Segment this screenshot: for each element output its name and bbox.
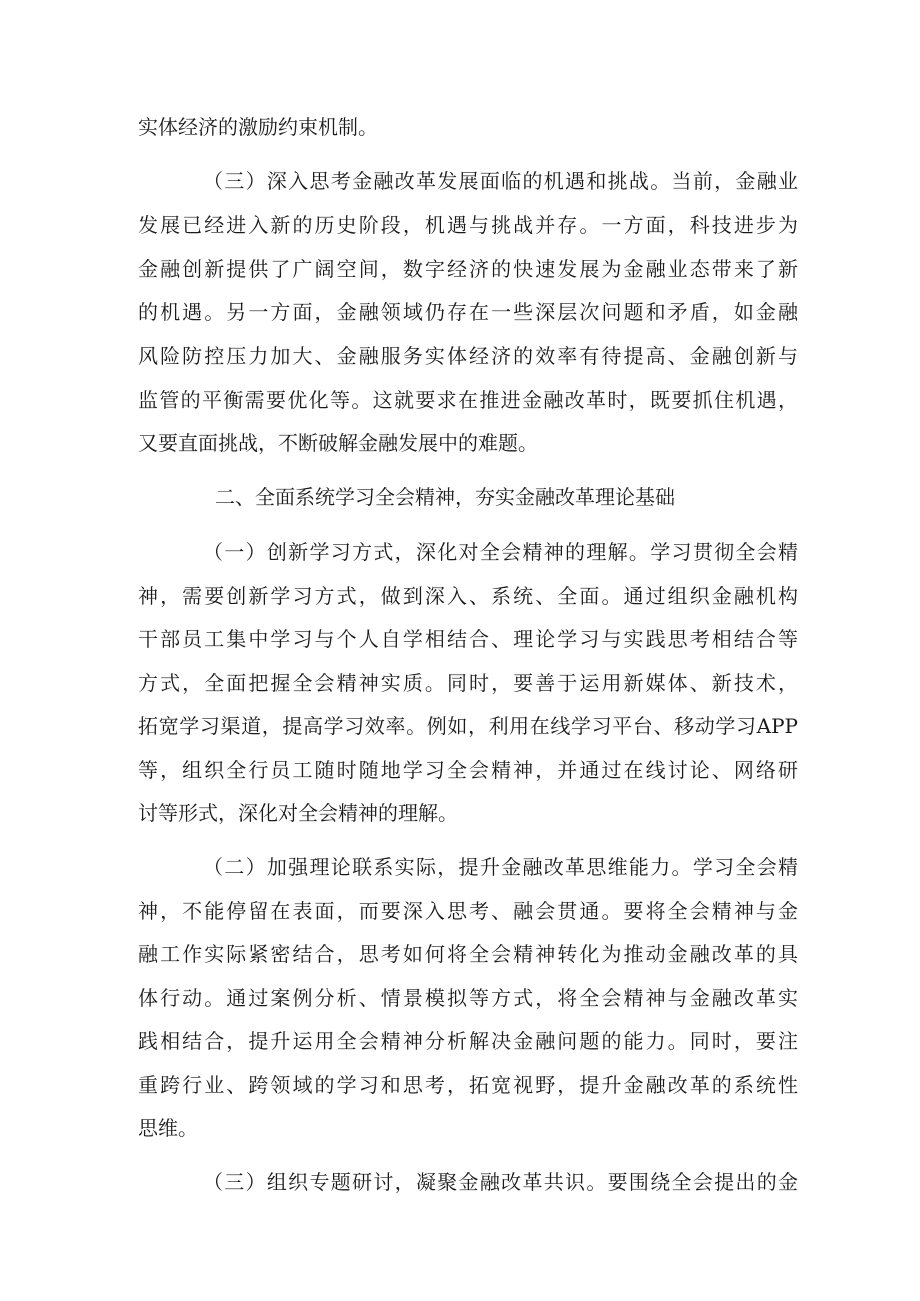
text-line: 讨等形式，深化对全会精神的理解。 bbox=[138, 801, 458, 825]
text-line: 监管的平衡需要优化等。这就要求在推进金融改革时，既要抓住机遇， bbox=[138, 388, 798, 412]
text-line: 体行动。通过案例分析、情景模拟等方式，将全会精神与金融改革实 bbox=[138, 986, 798, 1010]
section-heading: 二、全面系统学习全会精神，夯实金融改革理论基础 bbox=[215, 485, 675, 509]
text-line: 方式，全面把握全会精神实质。同时，要善于运用新媒体、新技术， bbox=[138, 671, 798, 695]
text-line: 神，不能停留在表面，而要深入思考、融会贯通。要将全会精神与金 bbox=[138, 899, 798, 923]
text-line: （一）创新学习方式，深化对全会精神的理解。学习贯彻全会精 bbox=[203, 540, 798, 564]
text-line: 融工作实际紧密结合，思考如何将全会精神转化为推动金融改革的具 bbox=[138, 942, 798, 966]
text-line: 重跨行业、跨领域的学习和思考，拓宽视野，提升金融改革的系统性 bbox=[138, 1073, 798, 1097]
text-line: 风险防控压力加大、金融服务实体经济的效率有待提高、金融创新与 bbox=[138, 344, 798, 368]
text-line: 的机遇。另一方面，金融领域仍存在一些深层次问题和矛盾，如金融 bbox=[138, 300, 798, 324]
text-line: 等，组织全行员工随时随地学习全会精神，并通过在线讨论、网络研 bbox=[138, 758, 798, 782]
text-line: 又要直面挑战，不断破解金融发展中的难题。 bbox=[138, 431, 538, 455]
text-line: 实体经济的激励约束机制。 bbox=[138, 115, 378, 139]
text-line: （三）组织专题研讨，凝聚金融改革共识。要围绕全会提出的金 bbox=[203, 1170, 798, 1194]
text-line: 践相结合，提升运用全会精神分析解决金融问题的能力。同时，要注 bbox=[138, 1029, 798, 1053]
text-line: 思维。 bbox=[138, 1116, 198, 1140]
text-line: （二）加强理论联系实际，提升金融改革思维能力。学习全会精 bbox=[203, 855, 798, 879]
text-line: 发展已经进入新的历史阶段，机遇与挑战并存。一方面，科技进步为 bbox=[138, 213, 798, 237]
text-line: 神，需要创新学习方式，做到深入、系统、全面。通过组织金融机构 bbox=[138, 584, 798, 608]
text-line: 金融创新提供了广阔空间，数字经济的快速发展为金融业态带来了新 bbox=[138, 257, 798, 281]
text-line: （三）深入思考金融改革发展面临的机遇和挑战。当前，金融业 bbox=[203, 169, 798, 193]
text-line: 拓宽学习渠道，提高学习效率。例如，利用在线学习平台、移动学习APP bbox=[138, 714, 798, 738]
text-line: 干部员工集中学习与个人自学相结合、理论学习与实践思考相结合等 bbox=[138, 627, 798, 651]
